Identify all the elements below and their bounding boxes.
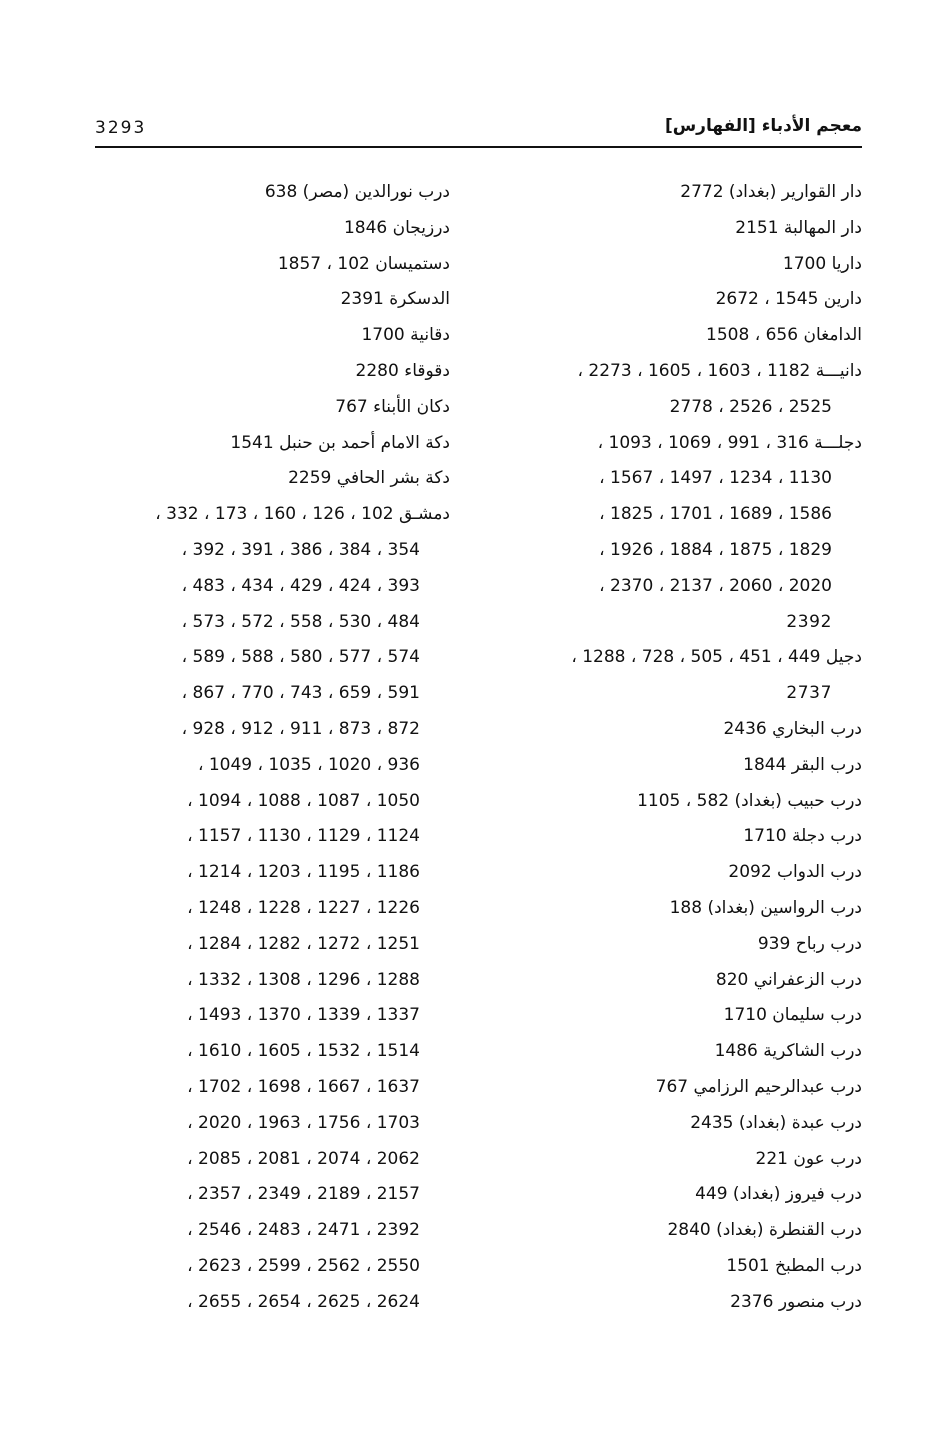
index-entry: دكة الامام أحمد بن حنبل 1541 (230, 432, 450, 453)
index-entry-continuation: 1703 ، 1756 ، 1963 ، 2020 ، (187, 1112, 420, 1133)
index-entry-continuation: 1288 ، 1296 ، 1308 ، 1332 ، (187, 969, 420, 990)
index-entry: دكة بشر الحافي 2259 (288, 468, 450, 489)
index-entry-continuation: 2550 ، 2562 ، 2599 ، 2623 ، (187, 1255, 420, 1276)
index-entry: دكان الأبناء 767 (335, 396, 450, 417)
index-entry: دار القوارير (بغداد) 2772 (680, 182, 862, 202)
index-entry: درب المطبخ 1501 (726, 1255, 862, 1276)
index-entry: درب عبدة (بغداد) 2435 (690, 1112, 862, 1133)
index-entry-continuation: 2020 ، 2060 ، 2137 ، 2370 ، (599, 575, 832, 596)
index-entry: دقانية 1700 (361, 325, 450, 346)
index-entry: داريا 1700 (782, 253, 862, 274)
index-entry-continuation: 1130 ، 1234 ، 1497 ، 1567 ، (599, 468, 832, 489)
index-entry-continuation: 1251 ، 1272 ، 1282 ، 1284 ، (187, 933, 420, 954)
index-entry: درب دجلة 1710 (743, 826, 862, 847)
index-entry: درب الزعفراني 820 (715, 969, 862, 990)
index-entry: درب عبدالرحيم الرزامي 767 (655, 1076, 862, 1097)
index-entry: درب رباح 939 (757, 933, 862, 954)
index-entry-continuation: 1586 ، 1689 ، 1701 ، 1825 ، (599, 504, 832, 525)
index-entry: درب البقر 1844 (743, 754, 862, 775)
index-entry-continuation: 1226 ، 1227 ، 1228 ، 1248 ، (187, 897, 420, 918)
index-entry-continuation: 393 ، 424 ، 429 ، 434 ، 483 ، (181, 575, 420, 596)
index-entry: درب سليمان 1710 (723, 1005, 862, 1026)
index-column-left (78, 175, 450, 1321)
index-entry: درب حبيب (بغداد) 582 ، 1105 (637, 790, 862, 811)
index-entry-continuation: 1829 ، 1875 ، 1884 ، 1926 ، (599, 539, 832, 560)
index-entry: دجيل 449 ، 451 ، 505 ، 728 ، 1288 ، (571, 647, 862, 668)
index-entry: دار المهالبة 2151 (735, 217, 862, 238)
index-entry-continuation: 2525 ، 2526 ، 2778 (669, 396, 832, 417)
index-entry-continuation: 2392 (786, 611, 832, 632)
index-entry: دارين 1545 ، 2672 (715, 289, 862, 310)
index-entry-continuation: 2624 ، 2625 ، 2654 ، 2655 ، (187, 1291, 420, 1312)
index-entry-continuation: 936 ، 1020 ، 1035 ، 1049 ، (197, 754, 420, 775)
index-entry-continuation: 2062 ، 2074 ، 2081 ، 2085 ، (187, 1148, 420, 1169)
index-entry-continuation: 574 ، 577 ، 580 ، 588 ، 589 ، (181, 647, 420, 668)
index-entry-continuation: 2737 (786, 683, 832, 704)
index-entry: دمشـق 102 ، 126 ، 160 ، 173 ، 332 ، (155, 504, 450, 525)
header-rule (95, 146, 862, 148)
index-entry: دجلـــة 316 ، 991 ، 1069 ، 1093 ، (597, 432, 862, 453)
index-entry-continuation: 1050 ، 1087 ، 1088 ، 1094 ، (187, 790, 420, 811)
index-entry: درزيجان 1846 (343, 217, 450, 238)
index-entry: الدامغان 656 ، 1508 (706, 325, 862, 346)
index-entry: الدسكرة 2391 (340, 289, 450, 310)
index-entry: دستميسان 102 ، 1857 (277, 253, 450, 274)
index-entry-continuation: 2392 ، 2471 ، 2483 ، 2546 ، (187, 1220, 420, 1241)
index-entry: دانيـــة 1182 ، 1603 ، 1605 ، 2273 ، (577, 360, 862, 381)
index-entry: درب البخاري 2436 (723, 718, 862, 739)
index-entry: درب القنطرة (بغداد) 2840 (667, 1220, 862, 1241)
index-entry-continuation: 1124 ، 1129 ، 1130 ، 1157 ، (187, 826, 420, 847)
index-entry: درب عون 221 (755, 1148, 862, 1169)
index-entry-continuation: 1337 ، 1339 ، 1370 ، 1493 ، (187, 1005, 420, 1026)
index-entry-continuation: 872 ، 873 ، 911 ، 912 ، 928 ، (181, 718, 420, 739)
index-entry-continuation: 354 ، 384 ، 386 ، 391 ، 392 ، (181, 539, 420, 560)
index-entry: دقوقاء 2280 (355, 360, 450, 381)
index-entry-continuation: 591 ، 659 ، 743 ، 770 ، 867 ، (181, 683, 420, 704)
index-entry: درب منصور 2376 (730, 1291, 862, 1312)
index-entry: درب الشاكرية 1486 (714, 1041, 862, 1062)
index-entry-continuation: 484 ، 530 ، 558 ، 572 ، 573 ، (181, 611, 420, 632)
index-entry-continuation: 1186 ، 1195 ، 1203 ، 1214 ، (187, 862, 420, 883)
page-number: 3293 (95, 118, 147, 138)
index-entry: درب الدواب 2092 (728, 862, 862, 883)
index-entry-continuation: 1514 ، 1532 ، 1605 ، 1610 ، (187, 1041, 420, 1062)
index-entry: درب فيروز (بغداد) 449 (695, 1184, 862, 1205)
page-header (95, 112, 862, 146)
index-column-right (492, 175, 862, 1321)
running-title: معجم الأدباء [الفهارس] (664, 116, 862, 136)
index-entry-continuation: 2157 ، 2189 ، 2349 ، 2357 ، (187, 1184, 420, 1205)
index-entry: درب نورالدين (مصر) 638 (264, 182, 450, 202)
index-entry: درب الرواسين (بغداد) 188 (669, 897, 862, 918)
index-entry-continuation: 1637 ، 1667 ، 1698 ، 1702 ، (187, 1076, 420, 1097)
